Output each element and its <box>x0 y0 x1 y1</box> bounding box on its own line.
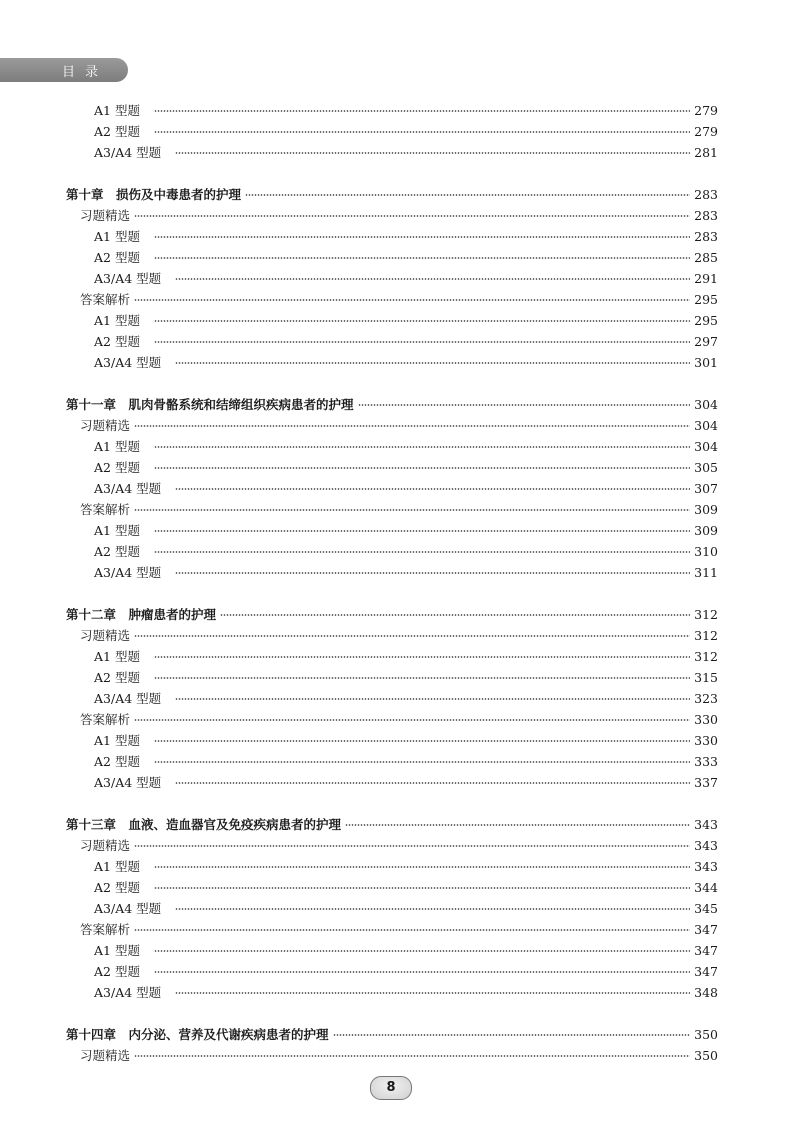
dot-leader <box>134 206 690 226</box>
toc-entry-label: A2 型题 <box>94 334 140 349</box>
toc-subsection[interactable] <box>94 227 718 247</box>
toc-subsection[interactable] <box>94 479 718 499</box>
toc-entry-page: 350 <box>694 1048 718 1063</box>
toc-entry-page: 279 <box>694 103 718 118</box>
toc-entry-label: A3/A4 型题 <box>94 145 162 160</box>
toc-entry-page: 304 <box>694 397 718 412</box>
toc-chapter[interactable] <box>66 815 718 835</box>
toc-section[interactable] <box>80 416 718 436</box>
toc-entry-page: 315 <box>694 670 718 685</box>
toc-entry-label: A1 型题 <box>94 523 140 538</box>
dot-leader <box>175 773 690 793</box>
toc-entry-page: 283 <box>694 229 718 244</box>
toc-subsection[interactable] <box>94 269 718 289</box>
dot-leader <box>134 626 690 646</box>
dot-leader <box>154 542 690 562</box>
dot-leader <box>134 836 690 856</box>
toc-entry-label: A3/A4 型题 <box>94 481 162 496</box>
dot-leader <box>134 920 690 940</box>
toc-subsection[interactable] <box>94 353 718 373</box>
dot-leader <box>154 248 690 268</box>
toc-subsection[interactable] <box>94 521 718 541</box>
toc-section[interactable] <box>80 710 718 730</box>
toc-entry-label: A3/A4 型题 <box>94 985 162 1000</box>
toc-subsection[interactable] <box>94 878 718 898</box>
dot-leader <box>154 857 690 877</box>
dot-leader <box>134 710 690 730</box>
dot-leader <box>333 1025 691 1045</box>
toc-entry-label: A3/A4 型题 <box>94 901 162 916</box>
toc-section[interactable] <box>80 500 718 520</box>
toc-entry-label: A3/A4 型题 <box>94 355 162 370</box>
toc-entry-page: 304 <box>694 418 718 433</box>
toc-section[interactable] <box>80 1046 718 1066</box>
toc-subsection[interactable] <box>94 941 718 961</box>
toc-entry-page: 291 <box>694 271 718 286</box>
dot-leader <box>154 521 690 541</box>
toc-subsection[interactable] <box>94 962 718 982</box>
toc-entry-label: A1 型题 <box>94 103 140 118</box>
dot-leader <box>175 983 690 1003</box>
toc-entry-label: 第十四章 内分泌、营养及代谢疾病患者的护理 <box>66 1027 329 1042</box>
toc-entry-page: 283 <box>694 208 718 223</box>
page-number-badge <box>370 1076 412 1100</box>
toc-entry-label: 第十三章 血液、造血器官及免疫疾病患者的护理 <box>66 817 342 832</box>
dot-leader <box>154 731 690 751</box>
toc-entry-label: 答案解析 <box>80 922 131 937</box>
toc-entry-page: 345 <box>694 901 718 916</box>
toc-entry-page: 295 <box>694 313 718 328</box>
toc-entry-page: 297 <box>694 334 718 349</box>
toc-subsection[interactable] <box>94 647 718 667</box>
toc-subsection[interactable] <box>94 437 718 457</box>
toc-entry-label: A1 型题 <box>94 733 140 748</box>
toc-entry-page: 279 <box>694 124 718 139</box>
toc-entry-page: 348 <box>694 985 718 1000</box>
toc-entry-page: 283 <box>694 187 718 202</box>
toc-entry-label: A2 型题 <box>94 754 140 769</box>
dot-leader <box>154 227 690 247</box>
toc-entry-label: A3/A4 型题 <box>94 271 162 286</box>
toc-entry-page: 323 <box>694 691 718 706</box>
dot-leader <box>154 752 690 772</box>
toc-entry-label: A1 型题 <box>94 439 140 454</box>
toc-subsection[interactable] <box>94 773 718 793</box>
toc-entry-label: A3/A4 型题 <box>94 565 162 580</box>
toc-entry-page: 333 <box>694 754 718 769</box>
toc-section[interactable] <box>80 626 718 646</box>
toc-entry-page: 309 <box>694 523 718 538</box>
toc-entry-page: 295 <box>694 292 718 307</box>
dot-leader <box>154 647 690 667</box>
toc-entry-page: 309 <box>694 502 718 517</box>
toc-section[interactable] <box>80 836 718 856</box>
toc-entry-label: 第十二章 肿瘤患者的护理 <box>66 607 217 622</box>
toc-chapter[interactable] <box>66 605 718 625</box>
dot-leader <box>134 1046 690 1066</box>
toc-chapter[interactable] <box>66 1025 718 1045</box>
dot-leader <box>154 668 690 688</box>
dot-leader <box>134 290 690 310</box>
toc-entry-label: A2 型题 <box>94 964 140 979</box>
toc-entry-page: 305 <box>694 460 718 475</box>
dot-leader <box>175 563 690 583</box>
toc-entry-label: 习题精选 <box>80 1048 131 1063</box>
toc-subsection[interactable] <box>94 983 718 1003</box>
toc-entry-label: A2 型题 <box>94 880 140 895</box>
toc-section[interactable] <box>80 206 718 226</box>
toc-subsection[interactable] <box>94 563 718 583</box>
dot-leader <box>175 269 690 289</box>
toc-entry-label: A2 型题 <box>94 670 140 685</box>
toc-subsection[interactable] <box>94 248 718 268</box>
toc-entry-page: 347 <box>694 964 718 979</box>
toc-entry-label: A2 型题 <box>94 250 140 265</box>
toc-entry-page: 330 <box>694 712 718 727</box>
toc-subsection[interactable] <box>94 143 718 163</box>
dot-leader <box>345 815 690 835</box>
toc-entry-label: 习题精选 <box>80 208 131 223</box>
toc-entry-label: A1 型题 <box>94 229 140 244</box>
toc-entry-label: 答案解析 <box>80 292 131 307</box>
dot-leader <box>220 605 690 625</box>
dot-leader <box>245 185 690 205</box>
dot-leader <box>154 458 690 478</box>
dot-leader <box>134 416 690 436</box>
toc-entry-label: 习题精选 <box>80 418 131 433</box>
toc-entry-label: A1 型题 <box>94 313 140 328</box>
toc-entry-label: A3/A4 型题 <box>94 775 162 790</box>
toc-subsection[interactable] <box>94 332 718 352</box>
toc-chapter[interactable] <box>66 395 718 415</box>
toc-entry-page: 330 <box>694 733 718 748</box>
toc-subsection[interactable] <box>94 668 718 688</box>
dot-leader <box>154 101 690 121</box>
toc-entry-label: A1 型题 <box>94 649 140 664</box>
toc-entry-label: A3/A4 型题 <box>94 691 162 706</box>
section-tab-label: 目录 <box>62 65 109 80</box>
dot-leader <box>154 122 690 142</box>
dot-leader <box>154 332 690 352</box>
toc-entry-label: A2 型题 <box>94 460 140 475</box>
toc-section[interactable] <box>80 920 718 940</box>
toc-entry-page: 312 <box>694 628 718 643</box>
dot-leader <box>154 437 690 457</box>
toc-entry-label: 第十一章 肌肉骨骼系统和结缔组织疾病患者的护理 <box>66 397 354 412</box>
toc-entry-page: 312 <box>694 607 718 622</box>
dot-leader <box>154 311 690 331</box>
dot-leader <box>358 395 691 415</box>
toc-entry-page: 344 <box>694 880 718 895</box>
toc-subsection[interactable] <box>94 542 718 562</box>
toc-entry-label: 答案解析 <box>80 502 131 517</box>
toc-chapter[interactable] <box>66 185 718 205</box>
toc-entry-label: 习题精选 <box>80 628 131 643</box>
toc-entry-label: 第十章 损伤及中毒患者的护理 <box>66 187 242 202</box>
toc-subsection[interactable] <box>94 122 718 142</box>
dot-leader <box>175 689 690 709</box>
toc-entry-page: 310 <box>694 544 718 559</box>
dot-leader <box>154 962 690 982</box>
page-number: 8 <box>386 1080 396 1095</box>
toc-entry-page: 312 <box>694 649 718 664</box>
dot-leader <box>134 500 690 520</box>
toc-entry-label: A2 型题 <box>94 124 140 139</box>
toc-entry-page: 301 <box>694 355 718 370</box>
toc-entry-page: 307 <box>694 481 718 496</box>
toc-entry-label: 习题精选 <box>80 838 131 853</box>
toc-subsection[interactable] <box>94 458 718 478</box>
toc-entry-page: 337 <box>694 775 718 790</box>
dot-leader <box>175 353 690 373</box>
toc-section[interactable] <box>80 290 718 310</box>
toc-entry-page: 347 <box>694 922 718 937</box>
dot-leader <box>154 878 690 898</box>
toc-entry-label: A1 型题 <box>94 859 140 874</box>
dot-leader <box>175 143 690 163</box>
dot-leader <box>175 479 690 499</box>
toc-entry-page: 347 <box>694 943 718 958</box>
toc-subsection[interactable] <box>94 899 718 919</box>
toc-subsection[interactable] <box>94 311 718 331</box>
toc-entry-label: 答案解析 <box>80 712 131 727</box>
toc-entry-page: 281 <box>694 145 718 160</box>
toc-subsection[interactable] <box>94 752 718 772</box>
toc-entry-page: 343 <box>694 838 718 853</box>
toc-entry-page: 350 <box>694 1027 718 1042</box>
toc-subsection[interactable] <box>94 689 718 709</box>
toc-subsection[interactable] <box>94 101 718 121</box>
toc-subsection[interactable] <box>94 857 718 877</box>
toc-entry-page: 343 <box>694 859 718 874</box>
toc-subsection[interactable] <box>94 731 718 751</box>
toc-entry-label: A2 型题 <box>94 544 140 559</box>
dot-leader <box>154 941 690 961</box>
dot-leader <box>175 899 690 919</box>
toc-entry-page: 311 <box>694 565 718 580</box>
toc-entry-page: 343 <box>694 817 718 832</box>
toc-entry-page: 304 <box>694 439 718 454</box>
toc-entry-page: 285 <box>694 250 718 265</box>
toc-entry-label: A1 型题 <box>94 943 140 958</box>
